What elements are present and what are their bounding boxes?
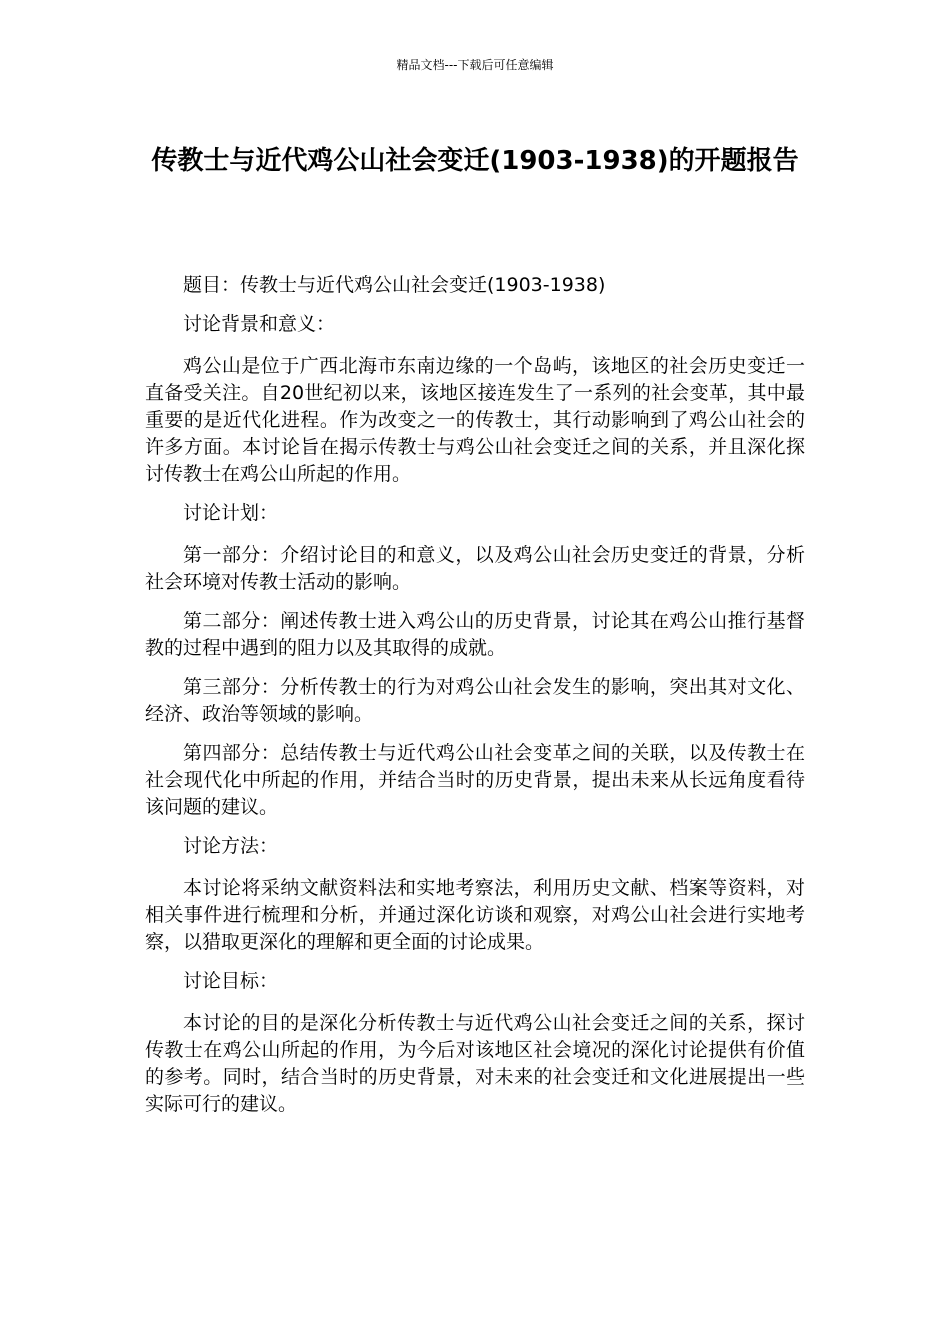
background-paragraph: 鸡公山是位于广西北海市东南边缘的一个岛屿，该地区的社会历史变迁一直备受关注。自20世纪初以来，该地区接连发生了一系列的社会变革，其中最重要的是近代化进程。作为改变之一的传教士，其行动影响到了鸡公山社会的许多方面。本讨论旨在揭示传教士与鸡公山社会变迁之间的关系，并且深化探讨传教士在鸡公山所起的作用。 [145,355,805,485]
plan-part-one: 第一部分：介绍讨论目的和意义，以及鸡公山社会历史变迁的背景，分析社会环境对传教士活动的影响。 [145,544,805,593]
plan-part-four: 第四部分：总结传教士与近代鸡公山社会变革之间的关联，以及传教士在社会现代化中所起的作用，并结合当时的历史背景，提出未来从长远角度看待该问题的建议。 [145,742,805,818]
section-heading-background: 讨论背景和意义： [183,313,336,335]
section-heading-plan: 讨论计划： [183,502,279,524]
plan-part-three: 第三部分：分析传教士的行为对鸡公山社会发生的影响，突出其对文化、经济、政治等领域的影响。 [145,676,805,725]
section-heading-goal: 讨论目标： [183,970,279,992]
document-body [145,272,805,1130]
section-heading-method: 讨论方法： [183,835,279,857]
page-header: 精品文档---下载后可任意编辑 [396,58,554,72]
topic-line: 题目：传教士与近代鸡公山社会变迁(1903-1938) [183,274,606,296]
goal-paragraph: 本讨论的目的是深化分析传教士与近代鸡公山社会变迁之间的关系，探讨传教士在鸡公山所起的作用，为今后对该地区社会境况的深化讨论提供有价值的参考。同时，结合当时的历史背景，对未来的社会变迁和文化进展提出一些实际可行的建议。 [145,1012,805,1115]
method-paragraph: 本讨论将采纳文献资料法和实地考察法，利用历史文献、档案等资料，对相关事件进行梳理和分析，并通过深化访谈和观察，对鸡公山社会进行实地考察，以猎取更深化的理解和更全面的讨论成果。 [145,877,805,953]
document-title: 传教士与近代鸡公山社会变迁(1903-1938)的开题报告 [151,146,799,176]
plan-part-two: 第二部分：阐述传教士进入鸡公山的历史背景，讨论其在鸡公山推行基督教的过程中遇到的阻力以及其取得的成就。 [145,610,805,659]
